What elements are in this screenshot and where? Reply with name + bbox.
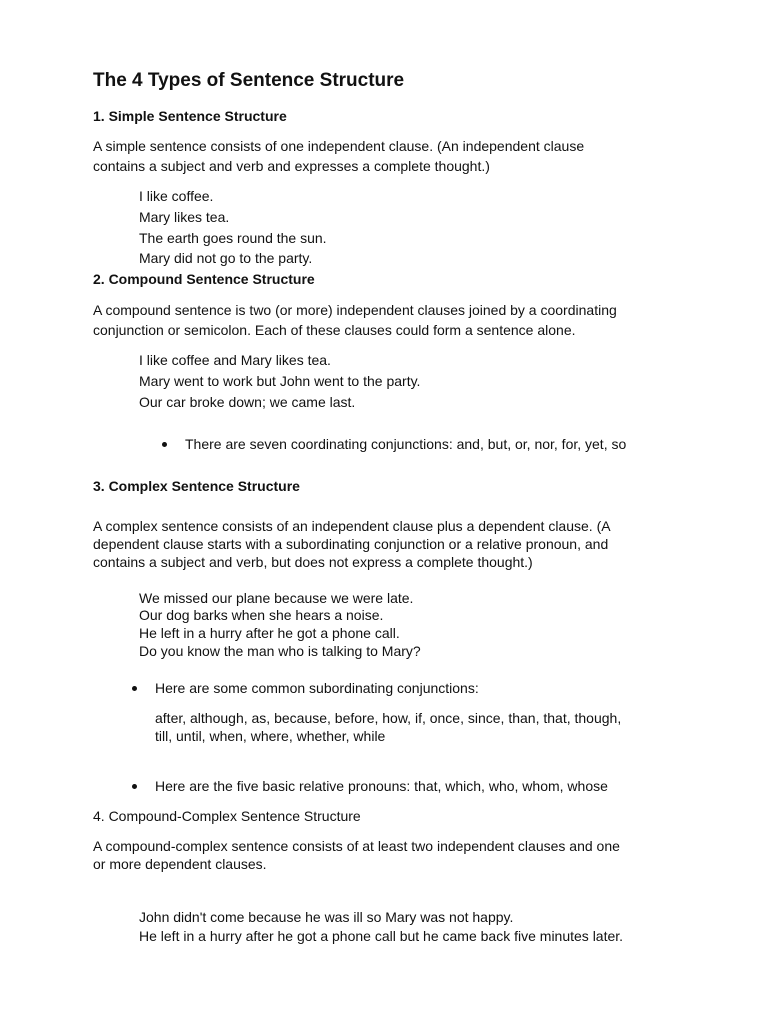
section-paragraph-line: or more dependent clauses. bbox=[93, 856, 267, 872]
section-heading-compound-complex: 4. Compound-Complex Sentence Structure bbox=[93, 808, 361, 824]
bullet-text: Here are the five basic relative pronouns: that, which, who, whom, whose bbox=[155, 778, 608, 794]
section-paragraph-line: dependent clause starts with a subordinating conjunction or a relative pronoun, and bbox=[93, 536, 609, 552]
section-paragraph-line: A complex sentence consists of an independent clause plus a dependent clause. (A bbox=[93, 518, 611, 534]
example-sentence: Mary likes tea. bbox=[139, 209, 230, 225]
example-sentence: He left in a hurry after he got a phone call but he came back five minutes later. bbox=[139, 928, 624, 944]
example-sentence: I like coffee. bbox=[139, 188, 214, 204]
section-heading-simple: 1. Simple Sentence Structure bbox=[93, 108, 287, 124]
example-sentence: We missed our plane because we were late. bbox=[139, 590, 414, 606]
example-sentence: Mary went to work but John went to the party. bbox=[139, 373, 421, 389]
section-heading-complex: 3. Complex Sentence Structure bbox=[93, 478, 300, 494]
section-heading-compound: 2. Compound Sentence Structure bbox=[93, 271, 315, 287]
example-sentence: The earth goes round the sun. bbox=[139, 230, 327, 246]
section-paragraph-line: contains a subject and verb, but does not express a complete thought.) bbox=[93, 554, 533, 570]
example-sentence: He left in a hurry after he got a phone call. bbox=[139, 625, 400, 641]
bullet-icon bbox=[132, 686, 137, 691]
example-sentence: Our dog barks when she hears a noise. bbox=[139, 607, 384, 623]
bullet-text: Here are some common subordinating conjunctions: bbox=[155, 680, 479, 696]
conjunctions-list-line: till, until, when, where, whether, while bbox=[155, 728, 386, 744]
example-sentence: Mary did not go to the party. bbox=[139, 250, 313, 266]
page-title: The 4 Types of Sentence Structure bbox=[93, 70, 405, 91]
section-paragraph-line: A simple sentence consists of one independent clause. (An independent clause bbox=[93, 138, 585, 154]
conjunctions-list-line: after, although, as, because, before, how, if, once, since, than, that, though, bbox=[155, 710, 622, 726]
section-paragraph-line: A compound-complex sentence consists of at least two independent clauses and one bbox=[93, 838, 620, 854]
example-sentence: Our car broke down; we came last. bbox=[139, 394, 356, 410]
section-paragraph-line: A compound sentence is two (or more) independent clauses joined by a coordinating bbox=[93, 302, 617, 318]
section-paragraph-line: contains a subject and verb and expresses a complete thought.) bbox=[93, 158, 490, 174]
section-paragraph-line: conjunction or semicolon. Each of these clauses could form a sentence alone. bbox=[93, 322, 576, 338]
bullet-text: There are seven coordinating conjunctions: and, but, or, nor, for, yet, so bbox=[185, 436, 627, 452]
bullet-icon bbox=[132, 784, 137, 789]
bullet-icon bbox=[162, 442, 167, 447]
example-sentence: Do you know the man who is talking to Mary? bbox=[139, 643, 421, 659]
example-sentence: I like coffee and Mary likes tea. bbox=[139, 352, 331, 368]
example-sentence: John didn't come because he was ill so Mary was not happy. bbox=[139, 909, 514, 925]
